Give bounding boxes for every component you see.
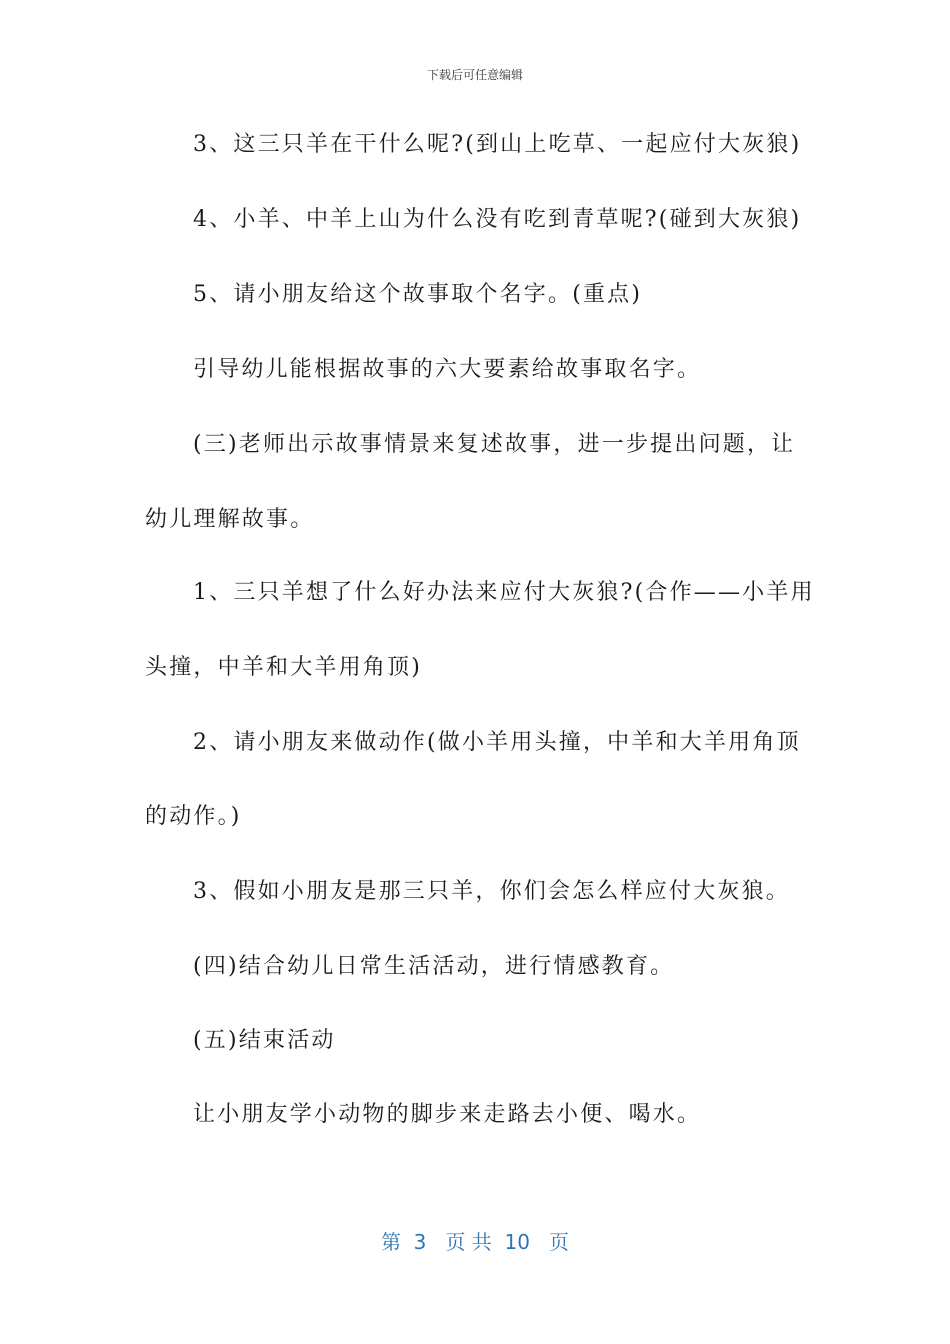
paragraph-line: (五)结束活动 [193, 1028, 336, 1053]
paragraph-line: 4、小羊、中羊上山为什么没有吃到青草呢?(碰到大灰狼) [193, 207, 802, 232]
page-number-footer: 第 3 页 共 10 页 [380, 1230, 570, 1254]
paragraph-line: 让小朋友学小动物的脚步来走路去小便、喝水。 [193, 1102, 702, 1127]
paragraph-line: (三)老师出示故事情景来复述故事，进一步提出问题，让 [193, 432, 796, 457]
paragraph-line: (四)结合幼儿日常生活活动，进行情感教育。 [193, 954, 675, 979]
paragraph-line: 幼儿理解故事。 [145, 507, 315, 532]
header-note: 下载后可任意编辑 [426, 68, 523, 82]
paragraph-line: 引导幼儿能根据故事的六大要素给故事取名字。 [193, 357, 702, 382]
paragraph-line: 1、三只羊想了什么好办法来应付大灰狼?(合作——小羊用 [193, 580, 815, 605]
paragraph-line: 5、请小朋友给这个故事取个名字。(重点) [193, 282, 643, 307]
paragraph-line: 2、请小朋友来做动作(做小羊用头撞，中羊和大羊用角顶 [193, 730, 801, 755]
paragraph-line: 3、这三只羊在干什么呢?(到山上吃草、一起应付大灰狼) [193, 132, 802, 157]
paragraph-line: 的动作。) [145, 804, 242, 829]
paragraph-line: 头撞，中羊和大羊用角顶) [145, 655, 422, 680]
paragraph-line: 3、假如小朋友是那三只羊，你们会怎么样应付大灰狼。 [193, 879, 790, 904]
